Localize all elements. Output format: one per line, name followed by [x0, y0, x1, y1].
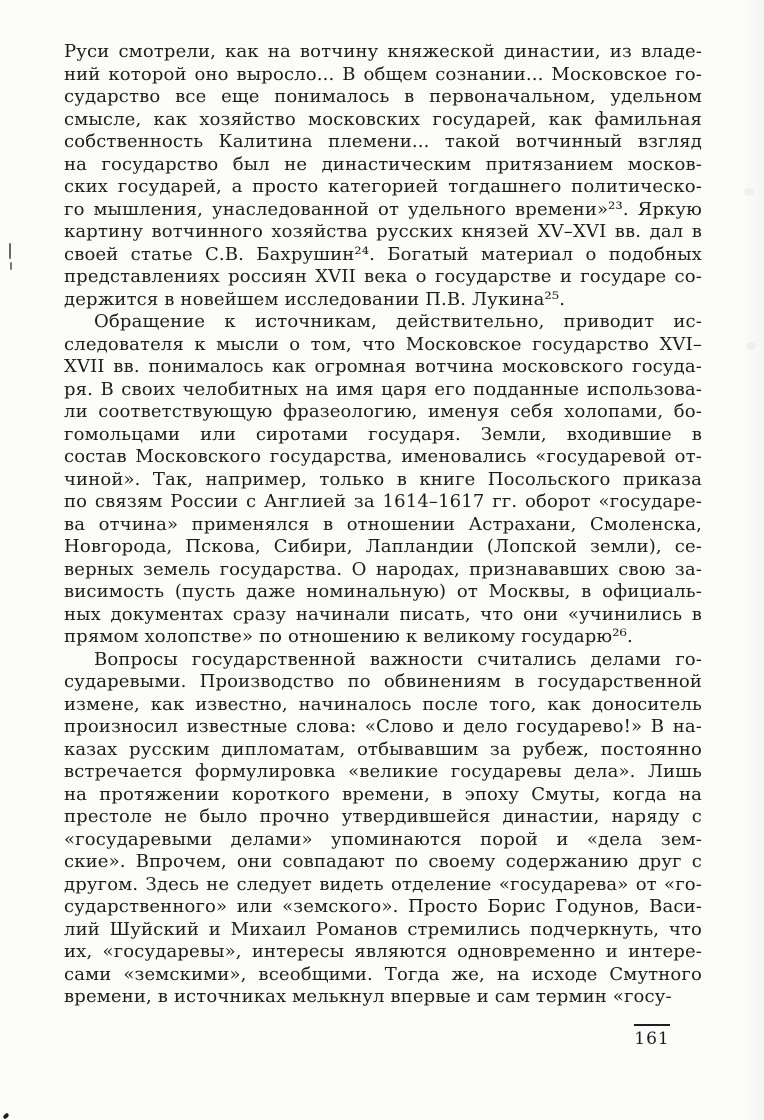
text-line: картину вотчинного хозяйства русских князей XV–XVI вв. дал в: [64, 221, 702, 242]
text-line: ных документах сразу начинали писать, что они «учинились в: [64, 603, 702, 625]
ink-speck: [2, 1113, 9, 1120]
text-line: сударевыми. Производство по обвинениям в государственной: [64, 671, 702, 692]
text-line: Вопросы государственной важности считались делами го-: [94, 648, 702, 670]
text-line: встречается формулировка «великие государевы дела». Лишь: [64, 761, 702, 782]
text-line: «государевыми делами» упоминаются порой и «дела зем-: [64, 828, 702, 850]
text-line: по связям России с Англией за 1614–1617 гг. оборот «государе-: [64, 491, 702, 512]
text-line: сударство все еще понималось в первоначальном, удельном: [64, 86, 702, 107]
text-line: сударственного» или «земского». Просто Борис Годунов, Васи-: [64, 896, 702, 917]
paragraph: [64, 311, 702, 649]
text-line: висимость (пусть даже номинальную) от Москвы, в официаль-: [64, 581, 702, 602]
scan-smudge: [744, 188, 754, 196]
margin-pen-mark: [9, 243, 11, 259]
margin-pen-mark-dot: [10, 262, 12, 270]
text-line: своей статье С.В. Бахрушин²⁴. Богатый материал о подобных: [64, 243, 702, 265]
text-line: чиной». Так, например, только в книге Посольского приказа: [64, 468, 702, 490]
paragraph: [64, 41, 702, 311]
text-line: гомольцами или сиротами государя. Земли, входившие в: [64, 423, 702, 445]
text-line: ли соответствующую фразеологию, именуя себя холопами, бо-: [64, 401, 702, 422]
text-block: [64, 41, 702, 1009]
text-line: верных земель государства. О народах, признававших свою за-: [64, 558, 702, 580]
text-line: на протяжении короткого времени, в эпоху Смуты, когда на: [64, 783, 702, 805]
text-line: ских государей, а просто категорией тогдашнего политическо-: [64, 176, 702, 197]
text-line: другом. Здесь не следует видеть отделение «государева» от «го-: [64, 873, 702, 895]
text-line: на государство был не династическим притязанием москов-: [64, 153, 702, 175]
text-line: представлениях россиян XVII века о государстве и государе со-: [64, 266, 702, 287]
text-line: ря. В своих челобитных на имя царя его подданные использова-: [64, 378, 702, 400]
text-line: измене, как известно, начиналось после того, как доноситель: [64, 693, 702, 715]
text-line: держится в новейшем исследовании П.В. Лукина²⁵.: [64, 288, 566, 310]
paragraph: [64, 649, 702, 1009]
text-line: ва отчина» применялся в отношении Астрахани, Смоленска,: [64, 513, 702, 535]
text-line: лий Шуйский и Михаил Романов стремились подчеркнуть, что: [64, 918, 702, 940]
text-line: Руси смотрели, как на вотчину княжеской династии, из владе-: [64, 41, 702, 62]
text-line: ний которой оно выросло... В общем сознании... Московское го-: [64, 63, 702, 85]
text-line: престоле не было прочно утвердившейся династии, наряду с: [64, 806, 702, 827]
scan-smudge: [746, 342, 756, 350]
text-line: го мышления, унаследованной от удельного времени»²³. Яркую: [64, 198, 702, 220]
text-line: их, «государевы», интересы являются одновременно и интере-: [64, 941, 702, 962]
text-line: сами «земскими», всеобщими. Тогда же, на исходе Смутного: [64, 963, 702, 985]
text-line: прямом холопстве» по отношению к великому государю²⁶.: [64, 626, 633, 647]
text-line: Обращение к источникам, действительно, приводит ис-: [94, 311, 702, 332]
page-number: [634, 1024, 670, 1049]
text-line: времени, в источниках мелькнул впервые и сам термин «госу-: [64, 986, 672, 1007]
text-line: казах русским дипломатам, отбывавшим за рубеж, постоянно: [64, 738, 702, 760]
text-line: произносил известные слова: «Слово и дело государево!» В на-: [64, 716, 702, 737]
text-line: XVII вв. понималось как огромная вотчина московского госуда-: [64, 356, 702, 377]
text-line: смысле, как хозяйство московских государей, как фамильная: [64, 108, 702, 130]
page-number-value: 161: [634, 1029, 670, 1049]
text-line: собственность Калитина племени... такой вотчинный взгляд: [64, 131, 702, 152]
text-line: следователя к мысли о том, что Московское государство XVI–: [64, 333, 702, 355]
text-line: Новгорода, Пскова, Сибири, Лапландии (Лопской земли), се-: [64, 536, 702, 557]
text-line: ские». Впрочем, они совпадают по своему содержанию друг с: [64, 851, 702, 872]
text-line: состав Московского государства, именовались «государевой от-: [64, 446, 702, 467]
